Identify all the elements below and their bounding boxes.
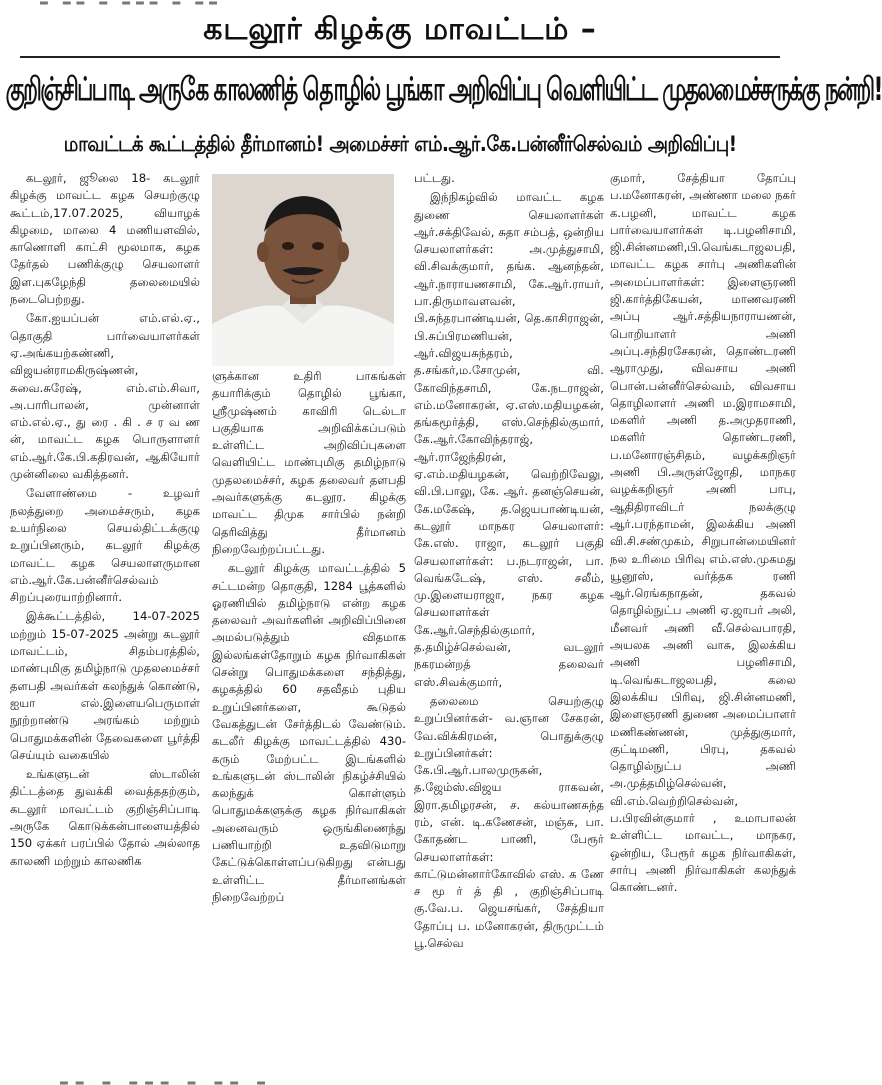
paragraph: உங்களுடன் ஸ்டாலின் திட்டத்தை துவக்கி வைத்ததற்கும், கடலூர் மாவட்டம் குறிஞ்சிப்பாடி அருகே கொடுக்கன்பாளையத்தில் 150 ஏக்கர் பரப்பில் தோல் அல்லாத காலணி மற்றும் காலணிக [10, 767, 200, 868]
paragraph: ளுக்கான உதிரி பாகங்கள் தயாரிக்கும் தொழில் பூங்கா, ஸ்ரீமுஷ்ணம் காவிரி டெல்டா பகுதியாக அறிவிக்கப்படும் உள்ளிட்ட அறிவிப்புகளை வெளியிட்ட மாண்புமிகு தமிழ்நாடு முதலமைச்சர், கழக தலைவர் தளபதி அவர்களுக்கு கடலூர. கிழக்கு மாவட்ட திமுக சார்பில் நன்றி தெரிவித்து தீர்மானம் நிறைவேற்றப்பட்டது. [212, 369, 406, 556]
paragraph: இந்நிகழ்வில் மாவட்ட கழக துணை செயலாளர்கள் ஆர்.சக்திவேல், சுதா சம்பத், ஒன்றிய செயலாளர்கள்: அ.முத்துசாமி, வி.சிவக்குமார், தங்க. ஆனந்தன், ஆர்.நாராயணசாமி, கே.ஆர்.ராயர், பா.திருமாவளவன், பி.சுந்தரபாண்டியன், தெ.காசிராஜன், பி.சுப்பிரமணியன், ஆர்.விஜயசுந்தரம், த.சங்கர்,ம.சோமுன், வி. கோவிந்தசாமி, கே.நடராஜன், எம்.மனோகரன், ஏ.எஸ்.மதியழகன், தங்கமூர்த்தி, எஸ்.செந்தில்குமார், கே.ஆர்.கோவிந்தராஜ், ஆர்.ராஜேந்திரன், ஏ.எம்.மதியழகன், வெற்றிவேலு, வி.பி.பாலு, கே. ஆர். தனஞ்செயன், கே.மகேஷ், த.ஜெயபாண்டியன், கடலூர் மாநகர செயலாளர்: கே.எஸ். ராஜா, கடலூர் பகுதி செயலாளர்கள்: ப.நடராஜன், பா. வெங்கடேஷ், எஸ். சலீம், மு.இளையராஜா, நகர கழக செயலாளர்கள் கே.ஆர்.செந்தில்குமார், த.தமிழ்ச்செல்வன், வடலூர் நகரமன்றத் தலைவர் எஸ்.சிவக்குமார், [414, 190, 604, 689]
bottom-page-strip [0, 1070, 800, 1085]
article-column-2 [212, 368, 406, 1058]
paragraph: கோ.ஐயப்பன் எம்.எல்.ஏ., தொகுதி பார்வையாளர்கள் ஏ.அங்கயற்கண்ணி, விஜயன்ராமகிருஷ்ணன், சுவை.சுரேஷ், எம்.எம்.சிவா, அ.பாரிபாலன், முன்னாள் எம்.எல்.ஏ., து ரை . கி . ச ர வ ண ன், மாவட்ட கழக பொருளாளர் எம்.ஆர்.கே.பி.கதிரவன், ஆகியோர் முன்னிலை வகித்தனர். [10, 311, 200, 482]
paragraph: தலைமை செயற்குழு உறுப்பினர்கள்- வ.ஞான சேகரன், வே.விக்கிரமன், பொதுக்குழு உறுப்பினர்கள்: கே.பி.ஆர்.பாலமுருகன், த.ஜேம்ஸ்.விஜய ராகவன், இரா.தமிழரசன், ச. கல்யாணசுந்த ரம், என். டி.கணேசன், மஞ்சு, பா. கோதண்ட பாணி, பேரூர் செயலாளர்கள்: காட்டுமன்னார்கோவில் எஸ். க ணே ச மூ ர் த் தி , குறிஞ்சிப்பாடி கு.வே.ப. ஜெயசங்கர், சேத்தியா தோப்பு ப. மனோகரன், திருமுட்டம் பூ.செல்வ [414, 693, 604, 951]
article-column-4 [610, 170, 796, 1062]
top-page-strip [0, 0, 800, 8]
portrait-photo [212, 174, 394, 366]
portrait-photo-icon [212, 174, 394, 366]
main-headline: குறிஞ்சிப்பாடி அருகே காலணித் தொழில் பூங்கா அறிவிப்பு வெளியிட்ட முதலமைச்சருக்கு நன்றி! [5, 70, 882, 108]
article-column-1 [10, 170, 200, 1062]
subheadline-text: மாவட்டக் கூட்டத்தில் தீர்மானம்! அமைச்சர் எம்.ஆர்.கே.பன்னீர்செல்வம் அறிவிப்பு! [63, 132, 737, 156]
paragraph: குமார், சேத்தியா தோப்பு ப.மனோகரன், அண்ணா மலை நகர் க.பழனி, மாவட்ட கழக பார்வையாளர்கள் டி.பழனிசாமி, ஜி.சின்னமணி,பி.வெங்கடாஜலபதி, மாவட்ட கழக சார்பு அணிகளின் அமைப்பாளர்கள்: இளைஞரணி ஜி.கார்த்திகேயன், மாணவரணி அப்பு ஆர்.சத்தியநாராயணன், பொறியாளர் அணி அப்பு.சந்திரசேகரன், தொண்டரணி ஆராமுது, விவசாய அணி பொன்.பன்னீர்செல்வம், விவசாய தொழிலாளர் அணி ம.இராமசாமி, மகளிர் அணி த.அமுதராணி, மகளிர் தொண்டரணி, ப.மனோரஞ்சிதம், வழக்கறிஞர் அணி பி.அருள்ஜோதி, மாநகர வழக்கறிஞர் அணி பாபு, ஆதிதிராவிடர் நலக்குழு ஆர்.பரந்தாமன், இலக்கிய அணி வி.சி.சண்முகம், சிறுபான்மையினர் நல உரிமை பிரிவு எம்.எஸ்.முகமது யூனூஸ், வர்த்தக ரணி ஆர்.ரெங்கநாதன், தகவல் தொழில்நுட்ப அணி ஏ.ஜாபர் அலி, மீனவர் அணி வீ.செல்வபாரதி, அயலக அணி வாசு, இலக்கிய அணி பழனிசாமி, டி.வெங்கடாஜலபதி, கலை இலக்கிய பிரிவு, ஜி.சின்னமணி, இளைஞரணி துணை அமைப்பாளர் மணிகண்ணன், முத்துகுமார், குட்டிமணி, பிரபு, தகவல் தொழில்நுட்ப அணி அ.முத்தமிழ்செல்வன், வி.எம்.வெற்றிசெல்வன், ப.பிரவின்குமார் , உமாபாலன் உள்ளிட்ட மாவட்ட, மாநகர, ஒன்றிய, பேரூர் கழக நிர்வாகிகள், சார்பு அணி நிர்வாகிகள் கலந்துக் கொண்டனர். [610, 171, 796, 895]
article-column-3 [414, 170, 604, 1062]
paragraph: வேளாண்மை - உழவர் நலத்துறை அமைச்சரும், கழக உயர்நிலை செயல்திட்டக்குழு உறுப்பினரும், கடலூர் கிழக்கு மாவட்ட கழக செயலாளருமான எம்.ஆர்.கே.பன்னீர்செல்வம் சிறப்புரையாற்றினார். [10, 486, 200, 605]
kicker-underline [20, 56, 780, 58]
headline-container [0, 64, 882, 120]
top-strip-text [40, 0, 800, 5]
section-kicker: கடலூர் கிழக்கு மாவட்டம் – [203, 12, 597, 47]
paragraph: பட்டது. [414, 171, 455, 185]
bottom-strip-text: ▂▂ ▂ ▂▂▂ ▂ ▂▂ ▂ [60, 1074, 273, 1085]
paragraph: இக்கூட்டத்தில், 14-07-2025 மற்றும் 15-07-2025 அன்று கடலூர் மாவட்டம், சிதம்பரத்தில், மாண்புமிகு தமிழ்நாடு முதலமைச்சர் தளபதி அவர்கள் கலந்துக் கொண்டு, ஐயா எல்.இளையபெருமாள் நூற்றாண்டு அரங்கம் மற்றும் பொதுமக்களின் தேவைகளை பூர்த்தி செய்யும் வகையில் [10, 609, 200, 762]
subheadline [0, 124, 800, 164]
paragraph: கடலூர் கிழக்கு மாவட்டத்தில் 5 சட்டமன்ற தொகுதி, 1284 பூத்களில் ஓரணியில் தமிழ்நாடு என்ற கழக தலைவர் அவர்களின் அறிவிப்பினை அமல்படுத்தும் விதமாக இல்லங்கள்தோறும் கழக நிர்வாகிகள் சென்று பொதுமக்களை சந்தித்து, கழகத்தில் 60 சதவீதம் புதிய உறுப்பினர்களை, கூடுதல் வேகத்துடன் சேர்த்திடல் வேண்டும். கடலீர் கிழக்கு மாவட்டத்தில் 430-கரும் மேற்பட்ட இடங்களில் உங்களுடன் ஸ்டாலின் நிகழ்ச்சியில் கலந்துக் கொள்ளும் பொதுமக்களுக்கு கழக நிர்வாகிகள் அனைவரும் ஒருங்கிணைந்து பணியாற்றி உதவிடுமாறு கேட்டுக்கொள்ளப்படுகிறது என்பது உள்ளிட்ட தீர்மானங்கள் நிறைவேற்றப் [212, 561, 406, 904]
paragraph: கடலூர், ஜூலை 18- கடலூர் கிழக்கு மாவட்ட கழக செயற்குழு கூட்டம்,17.07.2025, வியாழக் கிழமை, மாலை 4 மணியளவில், காணொளி காட்சி மூலமாக, கழக தேர்தல் பணிக்குழு செயலாளர் இள.புகழேந்தி தலைமையில் நடைபெற்றது. [10, 171, 200, 307]
